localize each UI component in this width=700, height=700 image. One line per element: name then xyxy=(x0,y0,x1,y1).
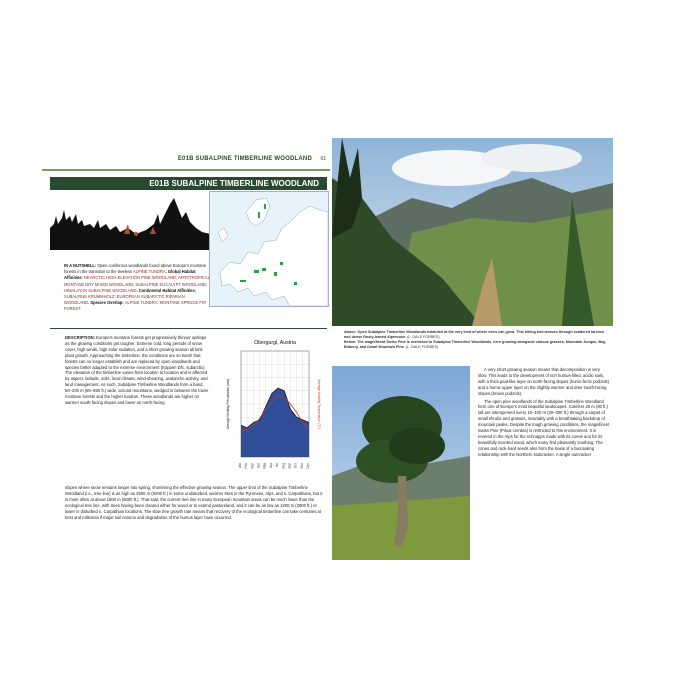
caption-above: Open Subalpine Timberline Woodlands establish at the very limit of where trees can grow. This hiking trail weaves through scattered larches and dense Rusty-leaved Alpenrose. xyxy=(344,330,604,339)
section-title-band xyxy=(50,177,327,190)
page-number: 61 xyxy=(320,156,326,162)
photo-captions xyxy=(344,330,606,350)
species-overlap-list[interactable]: ALPINE TUNDRA; MONTANE SPRUCE-FIR FOREST xyxy=(64,300,207,312)
chart-month-label: Feb xyxy=(244,463,249,469)
chart-month-label: Aug xyxy=(281,463,286,469)
swiss-pine-photo xyxy=(332,366,470,560)
chart-month-label: Mar xyxy=(250,463,255,469)
chart-month-label: Apr xyxy=(256,463,261,468)
right-page xyxy=(332,138,613,563)
description-p1: Europe’s montane forests get progressively thinner upslope as the growing conditions get tougher. Extreme cold, long periods of snow cover, high winds, high solar radiation, and a short growing season all limit plant growth. Approaching the timberline, the conditions are so harsh that forests can no longer establish and are replaced by open woodlands and species better adapted to the extreme environment (Köppen Dfc, subarctic). The elevation of the timberline varies from location to location and is affected by aspect, latitude, soils, local climate, wind-shearing, avalanche activity, and land management. As such, Subalpine Timberline Woodlands form a band, 50–200 m (80–650 ft.) wide, around mountains, wedged in between the lower montane forests and the higher tundras. These woodlands are higher on warmer south-facing slopes and lower on north-facing xyxy=(65,335,209,405)
description-text xyxy=(65,335,211,406)
section-rule xyxy=(50,328,327,329)
chart-month-label: Oct xyxy=(293,463,298,468)
caption-above-credit: (L. DALE FORBES) xyxy=(406,335,440,339)
chart-month-label: Sep xyxy=(287,463,292,469)
description-continued xyxy=(65,485,325,520)
right-p1: A very short growing season means that decomposition is very slow. This leads to the development of rich humus-filled, acidic soils, with a thick peat-like layer on north-facing slopes (humo-ferric podzols) and a humic upper layer on the slightly warmer and drier south-facing slopes (brown podzols). xyxy=(478,367,610,396)
chart-month-label: May xyxy=(262,463,267,470)
global-affinities-list[interactable]: NEARCTIC HIGH-ELEVATION PINE WOODLAND; AFROTROPICAL MONTANE DRY MIXED WOODLAND; SUBALPINE EUCALYPT WOODLAND; HIMALAYAN SUBALPINE WOODLAND xyxy=(64,275,210,293)
chart-month-label: Nov xyxy=(299,463,304,469)
running-head xyxy=(42,156,330,166)
chart-month-label: Jul xyxy=(275,463,280,468)
chart-ylabel: Average Monthly Precipitation (mm) xyxy=(226,378,230,430)
right-p2: The open pine woodlands of the Subalpine Timberline Woodland form one of Europe’s most beautiful landscapes. Conifers 25 m (80 ft.) tall are interspersed every 10–100 m (30–300 ft.) through a carpet of small shrubs and grasses, invariably with a breathtaking backdrop of mountain peaks. Despite the tough growing conditions, the magnificent Swiss Pine (Pinus cembra) is restricted to this environment. It is revered in the Alps for the schnapps made with its cones and for its beautifully scented wood, which many find pleasantly soothing. The cones and rock-hard seeds also form the basis of a fascinating relationship with the Northern Nutcracker. A single nutcracker xyxy=(478,398,610,457)
timberline-trail-photo xyxy=(332,138,613,326)
chart-title: Obergurgl, Austria xyxy=(254,340,296,346)
chart-month-label: Jun xyxy=(268,463,273,469)
chart-month-label: Jan xyxy=(238,463,242,469)
section-title: E01B SUBALPINE TIMBERLINE WOODLAND xyxy=(149,179,319,188)
caption-below-credit: (L. DALE FORBES) xyxy=(404,345,439,349)
global-affinities-label: . Global Habitat Affinities: xyxy=(64,269,196,281)
caption-below: The magnificent Swiss Pine is restricted to Subalpine Timberline Woodlands, here growing alongside various grasses, Mountain Juniper, Bog Bilberry, and Dwarf Mountain Pine. xyxy=(344,340,606,349)
chart-month-label: Dec xyxy=(306,463,310,469)
header-rule xyxy=(42,169,330,171)
species-overlap-label: . Species Overlap: xyxy=(88,300,125,306)
continental-affinities-label: . Continental Habitat Affinities: xyxy=(136,287,197,293)
description-p2: slopes where snow remains longer into spring, shortening the effective growing season. The upper limit of the Subalpine Timberline Woodland (i.e., tree line) is as high as 2500 m (8200 ft.) in some undisturbed, warmer sites in the Pyrenees, Alps, and s. Carpathians, but it is more often at about 1800 m (6000 ft.). That said, the current tree line in many European mountain areas can be much lower than the ecological tree line, with trees having been cleared either for wood or to extend pastureland, and it can be as low as 1200 m (3900 ft.) or lower in disturbed n. Carpathian locations. The slow tree growth rate means that recovery of the ecological timberline can take centuries at best and millennia if major soil erosion and degradation of the humus layer have occurred. xyxy=(65,485,323,520)
chart-y2label: Average Monthly Temperature (°C) xyxy=(317,379,321,429)
continental-affinities-list[interactable]: SUBALPINE KRUMMHOLZ; EUROPEAN SUBARCTIC RIPARIAN WOODLAND xyxy=(64,294,185,306)
nutshell-end: . xyxy=(80,306,82,312)
running-head-title: E01B SUBALPINE TIMBERLINE WOODLAND xyxy=(177,156,312,162)
left-page xyxy=(42,138,330,563)
nutshell-label: IN A NUTSHELL: xyxy=(64,263,97,268)
caption-below-label: Below: xyxy=(344,340,358,344)
climate-chart xyxy=(217,335,327,481)
caption-above-label: Above: xyxy=(344,330,358,334)
habitat-silhouette xyxy=(50,194,210,250)
distribution-map xyxy=(209,191,329,307)
description-label: DESCRIPTION: xyxy=(65,335,96,340)
nutshell-intro: Open coniferous woodlands found above Europe’s montane forests in the transition to the treeless xyxy=(64,263,207,275)
nutshell-text xyxy=(64,263,210,313)
right-column-text xyxy=(478,367,610,460)
alpine-tundra-link[interactable]: ALPINE TUNDRA xyxy=(132,269,166,275)
